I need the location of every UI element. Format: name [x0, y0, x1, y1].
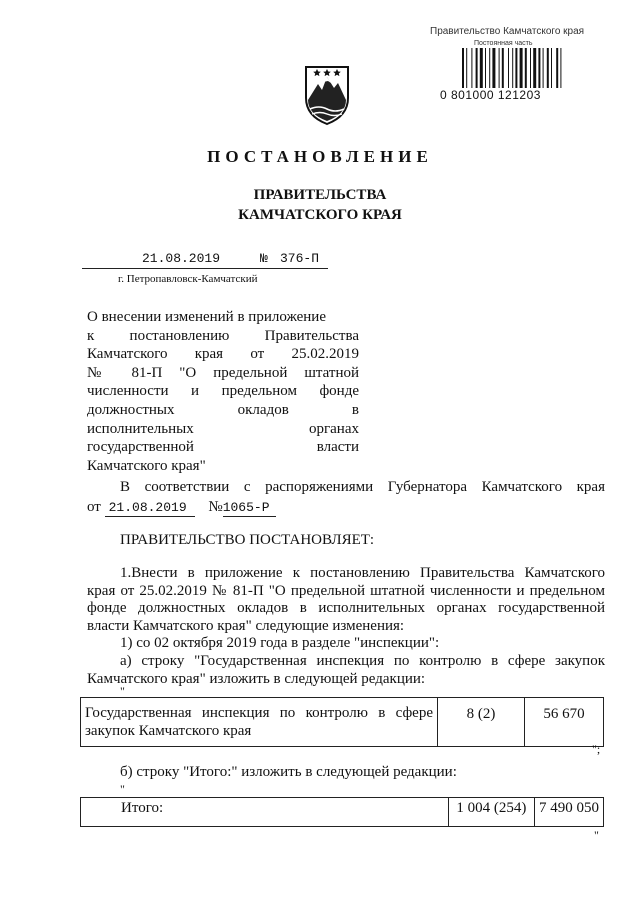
- open-quote: ": [120, 684, 125, 698]
- row-name-cell: Итого:: [81, 798, 449, 827]
- subject-line: должностных окладов в: [87, 401, 359, 418]
- document-number: 376-П: [280, 251, 320, 266]
- preamble-block: [87, 479, 605, 517]
- item-b: б) строку "Итого:" изложить в следующей редакции:: [120, 764, 457, 780]
- row-name-line: Государственная инспекция по контролю в сфере: [85, 705, 433, 721]
- barcode-number: 0 801000 121203: [440, 88, 541, 102]
- paragraph-1: [87, 565, 605, 688]
- issuer-line-1: ПРАВИТЕЛЬСТВА: [253, 187, 387, 203]
- registry-stamp-header: Правительство Камчатского края: [430, 26, 585, 37]
- salary-fund-cell: 56 670: [525, 698, 604, 747]
- row-name-cell: [81, 698, 438, 747]
- coat-of-arms-icon: [303, 64, 351, 126]
- salary-fund-cell: 7 490 050: [535, 798, 604, 827]
- order-number: 1065-Р: [223, 499, 276, 518]
- subject-line: исполнительных органах: [87, 420, 359, 437]
- barcode-graphic: [462, 48, 582, 88]
- row-name-line: закупок Камчатского края: [85, 723, 252, 739]
- paragraph-line: края от 25.02.2019 № 81-П "О предельной штатной численности и предельном: [87, 582, 605, 599]
- subject-line: Камчатского края от 25.02.2019: [87, 346, 359, 363]
- table-inspection-row: [80, 697, 604, 747]
- item-a-line: Камчатского края" изложить в следующей редакции:: [87, 670, 426, 687]
- subject-line: Камчатского края": [87, 457, 206, 474]
- open-quote: ": [120, 782, 125, 796]
- item-a-line: а) строку "Государственная инспекция по контролю в сфере закупок: [120, 652, 605, 669]
- order-date: 21.08.2019: [105, 499, 195, 518]
- paragraph-line: фонде должностных окладов в исполнительных органах государственной: [87, 600, 605, 617]
- staff-count-cell: 8 (2): [438, 698, 525, 747]
- resolves-heading: ПРАВИТЕЛЬСТВО ПОСТАНОВЛЯЕТ:: [120, 532, 375, 548]
- close-quote: ": [594, 828, 599, 842]
- subject-line: государственной власти: [87, 439, 359, 456]
- date-number-line: [82, 251, 328, 269]
- order-number-sign: №: [208, 498, 223, 515]
- staff-count-cell: 1 004 (254): [448, 798, 534, 827]
- close-quote: ";: [592, 742, 601, 756]
- issuer-line-2: КАМЧАТСКОГО КРАЯ: [238, 207, 402, 223]
- preamble-from: от: [87, 498, 101, 515]
- item-1: 1) со 02 октября 2019 года в разделе "инспекции":: [120, 635, 440, 652]
- preamble-line: В соответствии с распоряжениями Губернатора Камчатского края: [120, 479, 605, 495]
- subject-line: численности и предельном фонде: [87, 383, 359, 400]
- city-of-issue: г. Петропавловск-Камчатский: [118, 273, 258, 285]
- subject-line: О внесении изменений в приложение: [87, 309, 326, 325]
- subject-line: № 81-П "О предельной штатной: [87, 364, 359, 381]
- registry-stamp-subheader: Постоянная часть: [474, 40, 533, 47]
- subject-line: к постановлению Правительства: [87, 327, 359, 344]
- number-sign: №: [260, 251, 268, 266]
- table-row: [81, 698, 604, 747]
- document-type-heading: ПОСТАНОВЛЕНИЕ: [207, 147, 433, 166]
- paragraph-line: власти Камчатского края" следующие изменения:: [87, 617, 405, 634]
- paragraph-line: 1.Внести в приложение к постановлению Правительства Камчатского: [120, 565, 605, 581]
- document-date: 21.08.2019: [142, 251, 221, 266]
- preamble-order-ref: [87, 499, 605, 518]
- table-total-row: [80, 797, 604, 827]
- table-row: [81, 798, 604, 827]
- subject-block: [87, 308, 359, 475]
